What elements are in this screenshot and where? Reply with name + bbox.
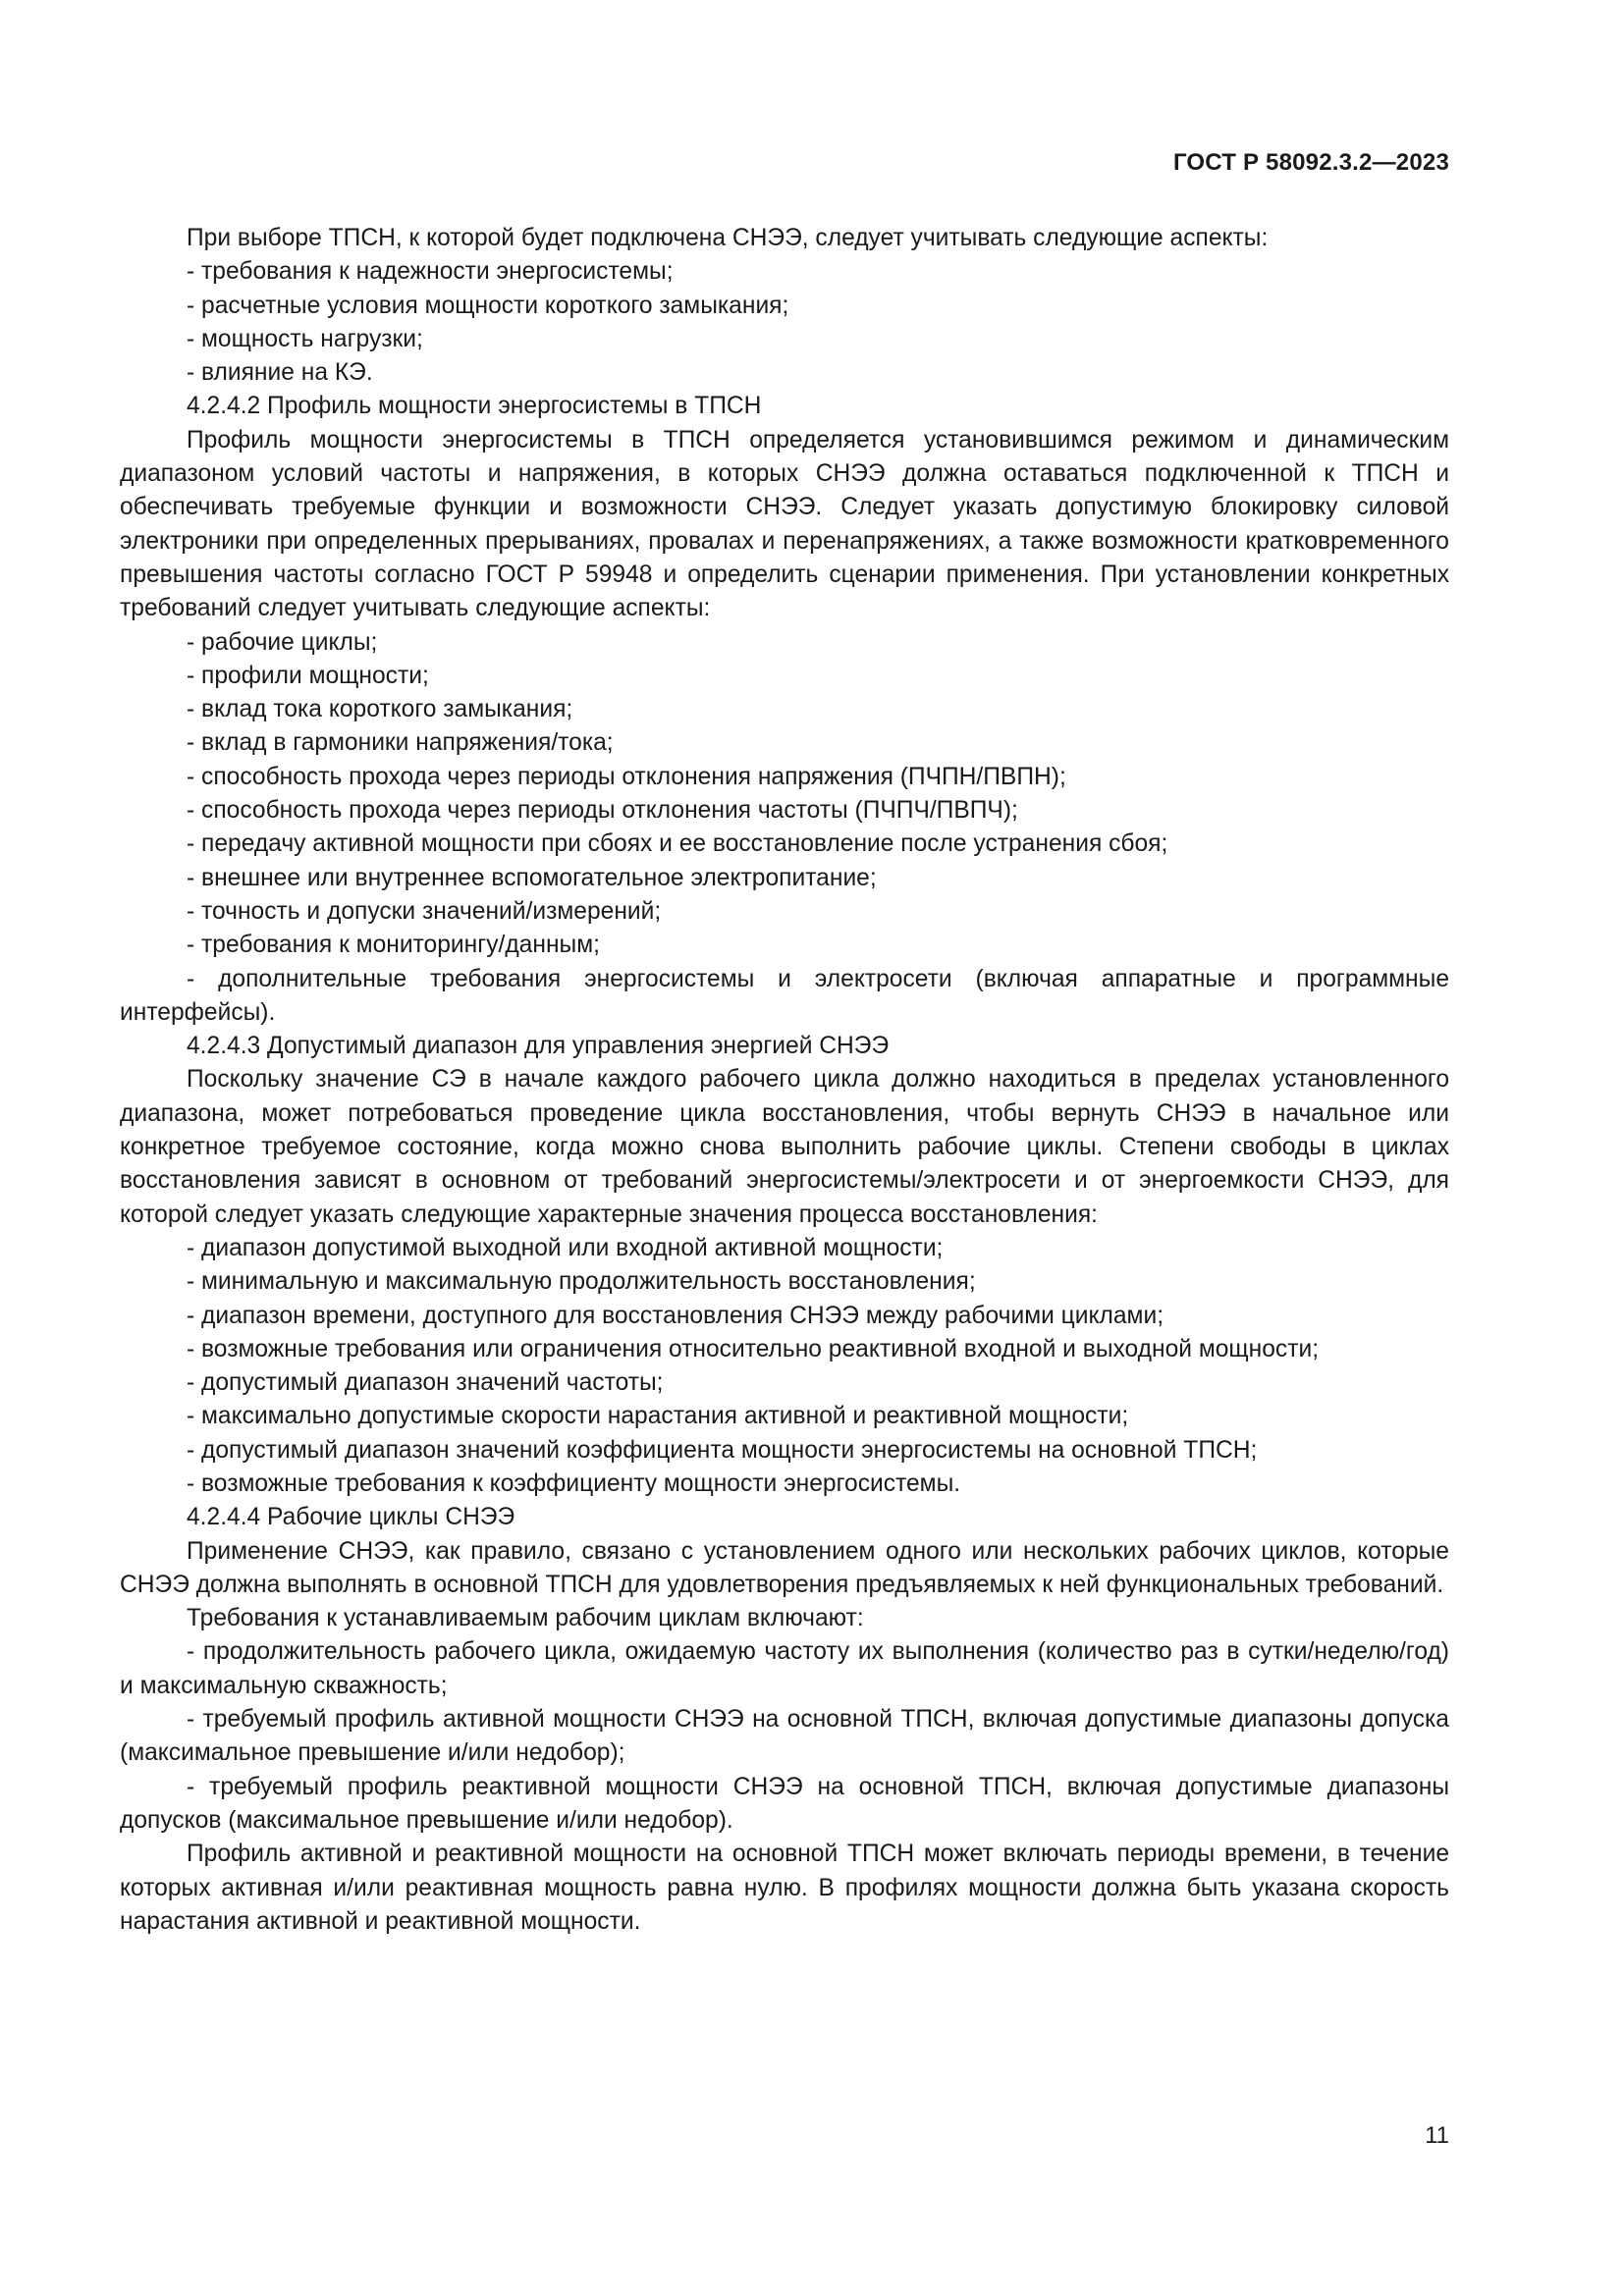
list-item: - требуемый профиль реактивной мощности СНЭЭ на основной ТПСН, включая допустимые диапазоны допусков (максимальное превышение и/или недобор). (120, 1773, 1449, 1834)
list-item: - точность и допуски значений/измерений; (187, 897, 662, 925)
page-body (120, 222, 1449, 1939)
list-item: - передачу активной мощности при сбоях и ее восстановление после устранения сбоя; (187, 830, 1168, 858)
list-item: - возможные требования или ограничения относительно реактивной входной и выходной мощности; (187, 1335, 1320, 1362)
section-heading-4243: 4.2.4.3 Допустимый диапазон для управления энергией СНЭЭ (187, 1033, 890, 1060)
list-item: - влияние на КЭ. (187, 359, 373, 387)
list-item: - требуемый профиль активной мощности СНЭЭ на основной ТПСН, включая допустимые диапазоны допуска (максимальное превышение и/или недобор); (120, 1706, 1449, 1767)
list-item: - расчетные условия мощности короткого замыкания; (187, 292, 789, 319)
list-item: - рабочие циклы; (187, 628, 378, 656)
list-item: - вклад тока короткого замыкания; (187, 696, 573, 723)
intro-paragraph: При выборе ТПСН, к которой будет подключена СНЭЭ, следует учитывать следующие аспекты: (187, 225, 1269, 251)
list-item: - требования к мониторингу/данным; (187, 932, 600, 959)
list-item: - диапазон допустимой выходной или входной активной мощности; (187, 1234, 944, 1261)
section-heading-4242: 4.2.4.2 Профиль мощности энергосистемы в ТПСН (187, 393, 762, 420)
list-item: - допустимый диапазон значений коэффициента мощности энергосистемы на основной ТПСН; (187, 1436, 1258, 1464)
list-item: - внешнее или внутреннее вспомогательное электропитание; (187, 864, 877, 891)
list-item: - диапазон времени, доступного для восстановления СНЭЭ между рабочими циклами; (187, 1302, 1164, 1329)
paragraph: Профиль активной и реактивной мощности на основной ТПСН может включать периоды времени, в течение которых активная и/или реактивная мощность равна нулю. В профилях мощности должна быть указана скорость нарастания активной и реактивной мощности. (120, 1841, 1449, 1935)
list-item: - профили мощности; (187, 662, 429, 689)
section-heading-4244: 4.2.4.4 Рабочие циклы СНЭЭ (187, 1504, 515, 1531)
list-item: - мощность нагрузки; (187, 325, 423, 352)
list-item: - дополнительные требования энергосистемы и электросети (включая аппаратные и программные интерфейсы). (120, 965, 1449, 1026)
list-item: - вклад в гармоники напряжения/тока; (187, 729, 614, 757)
paragraph: Применение СНЭЭ, как правило, связано с установлением одного или нескольких рабочих циклов, которые СНЭЭ должна выполнять в основной ТПСН для удовлетворения предъявляемых к ней функциональных требований. (120, 1537, 1449, 1598)
list-item: - минимальную и максимальную продолжительность восстановления; (187, 1268, 976, 1296)
paragraph: Поскольку значение СЭ в начале каждого рабочего цикла должно находиться в пределах установленного диапазона, может потребоваться проведение цикла восстановления, чтобы вернуть СНЭЭ в начальное или конкретное требуемое состояние, когда можно снова выполнить рабочие циклы. Степени свободы в циклах восстановления зависят в основном от требований энергосистемы/электросети и от энергоемкости СНЭЭ, для которой следует указать следующие характерные значения процесса восстановления: (120, 1066, 1449, 1228)
list-item: - способность прохода через периоды отклонения частоты (ПЧПЧ/ПВПЧ); (187, 797, 1018, 825)
paragraph: Профиль мощности энергосистемы в ТПСН определяется установившимся режимом и динамическим диапазоном условий частоты и напряжения, в которых СНЭЭ должна оставаться подключенной к ТПСН и обеспечивать требуемые функции и возможности СНЭЭ. Следует указать допустимую блокировку силовой электроники при определенных прерываниях, провалах и перенапряжениях, а также возможности кратковременного превышения частоты согласно ГОСТ Р 59948 и определить сценарии применения. При установлении конкретных требований следует учитывать следующие аспекты: (120, 426, 1449, 622)
document-code: ГОСТ Р 58092.3.2—2023 (1172, 149, 1449, 176)
page-number: 11 (1425, 2122, 1449, 2149)
list-item: - требования к надежности энергосистемы; (187, 258, 674, 286)
paragraph: Требования к устанавливаемым рабочим циклам включают: (187, 1605, 864, 1632)
list-item: - максимально допустимые скорости нарастания активной и реактивной мощности; (187, 1403, 1129, 1430)
list-item: - возможные требования к коэффициенту мощности энергосистемы. (187, 1469, 961, 1497)
list-item: - продолжительность рабочего цикла, ожидаемую частоту их выполнения (количество раз в сутки/неделю/год) и максимальную скважность; (120, 1638, 1449, 1699)
list-item: - способность прохода через периоды отклонения напряжения (ПЧПН/ПВПН); (187, 763, 1066, 790)
list-item: - допустимый диапазон значений частоты; (187, 1369, 664, 1397)
